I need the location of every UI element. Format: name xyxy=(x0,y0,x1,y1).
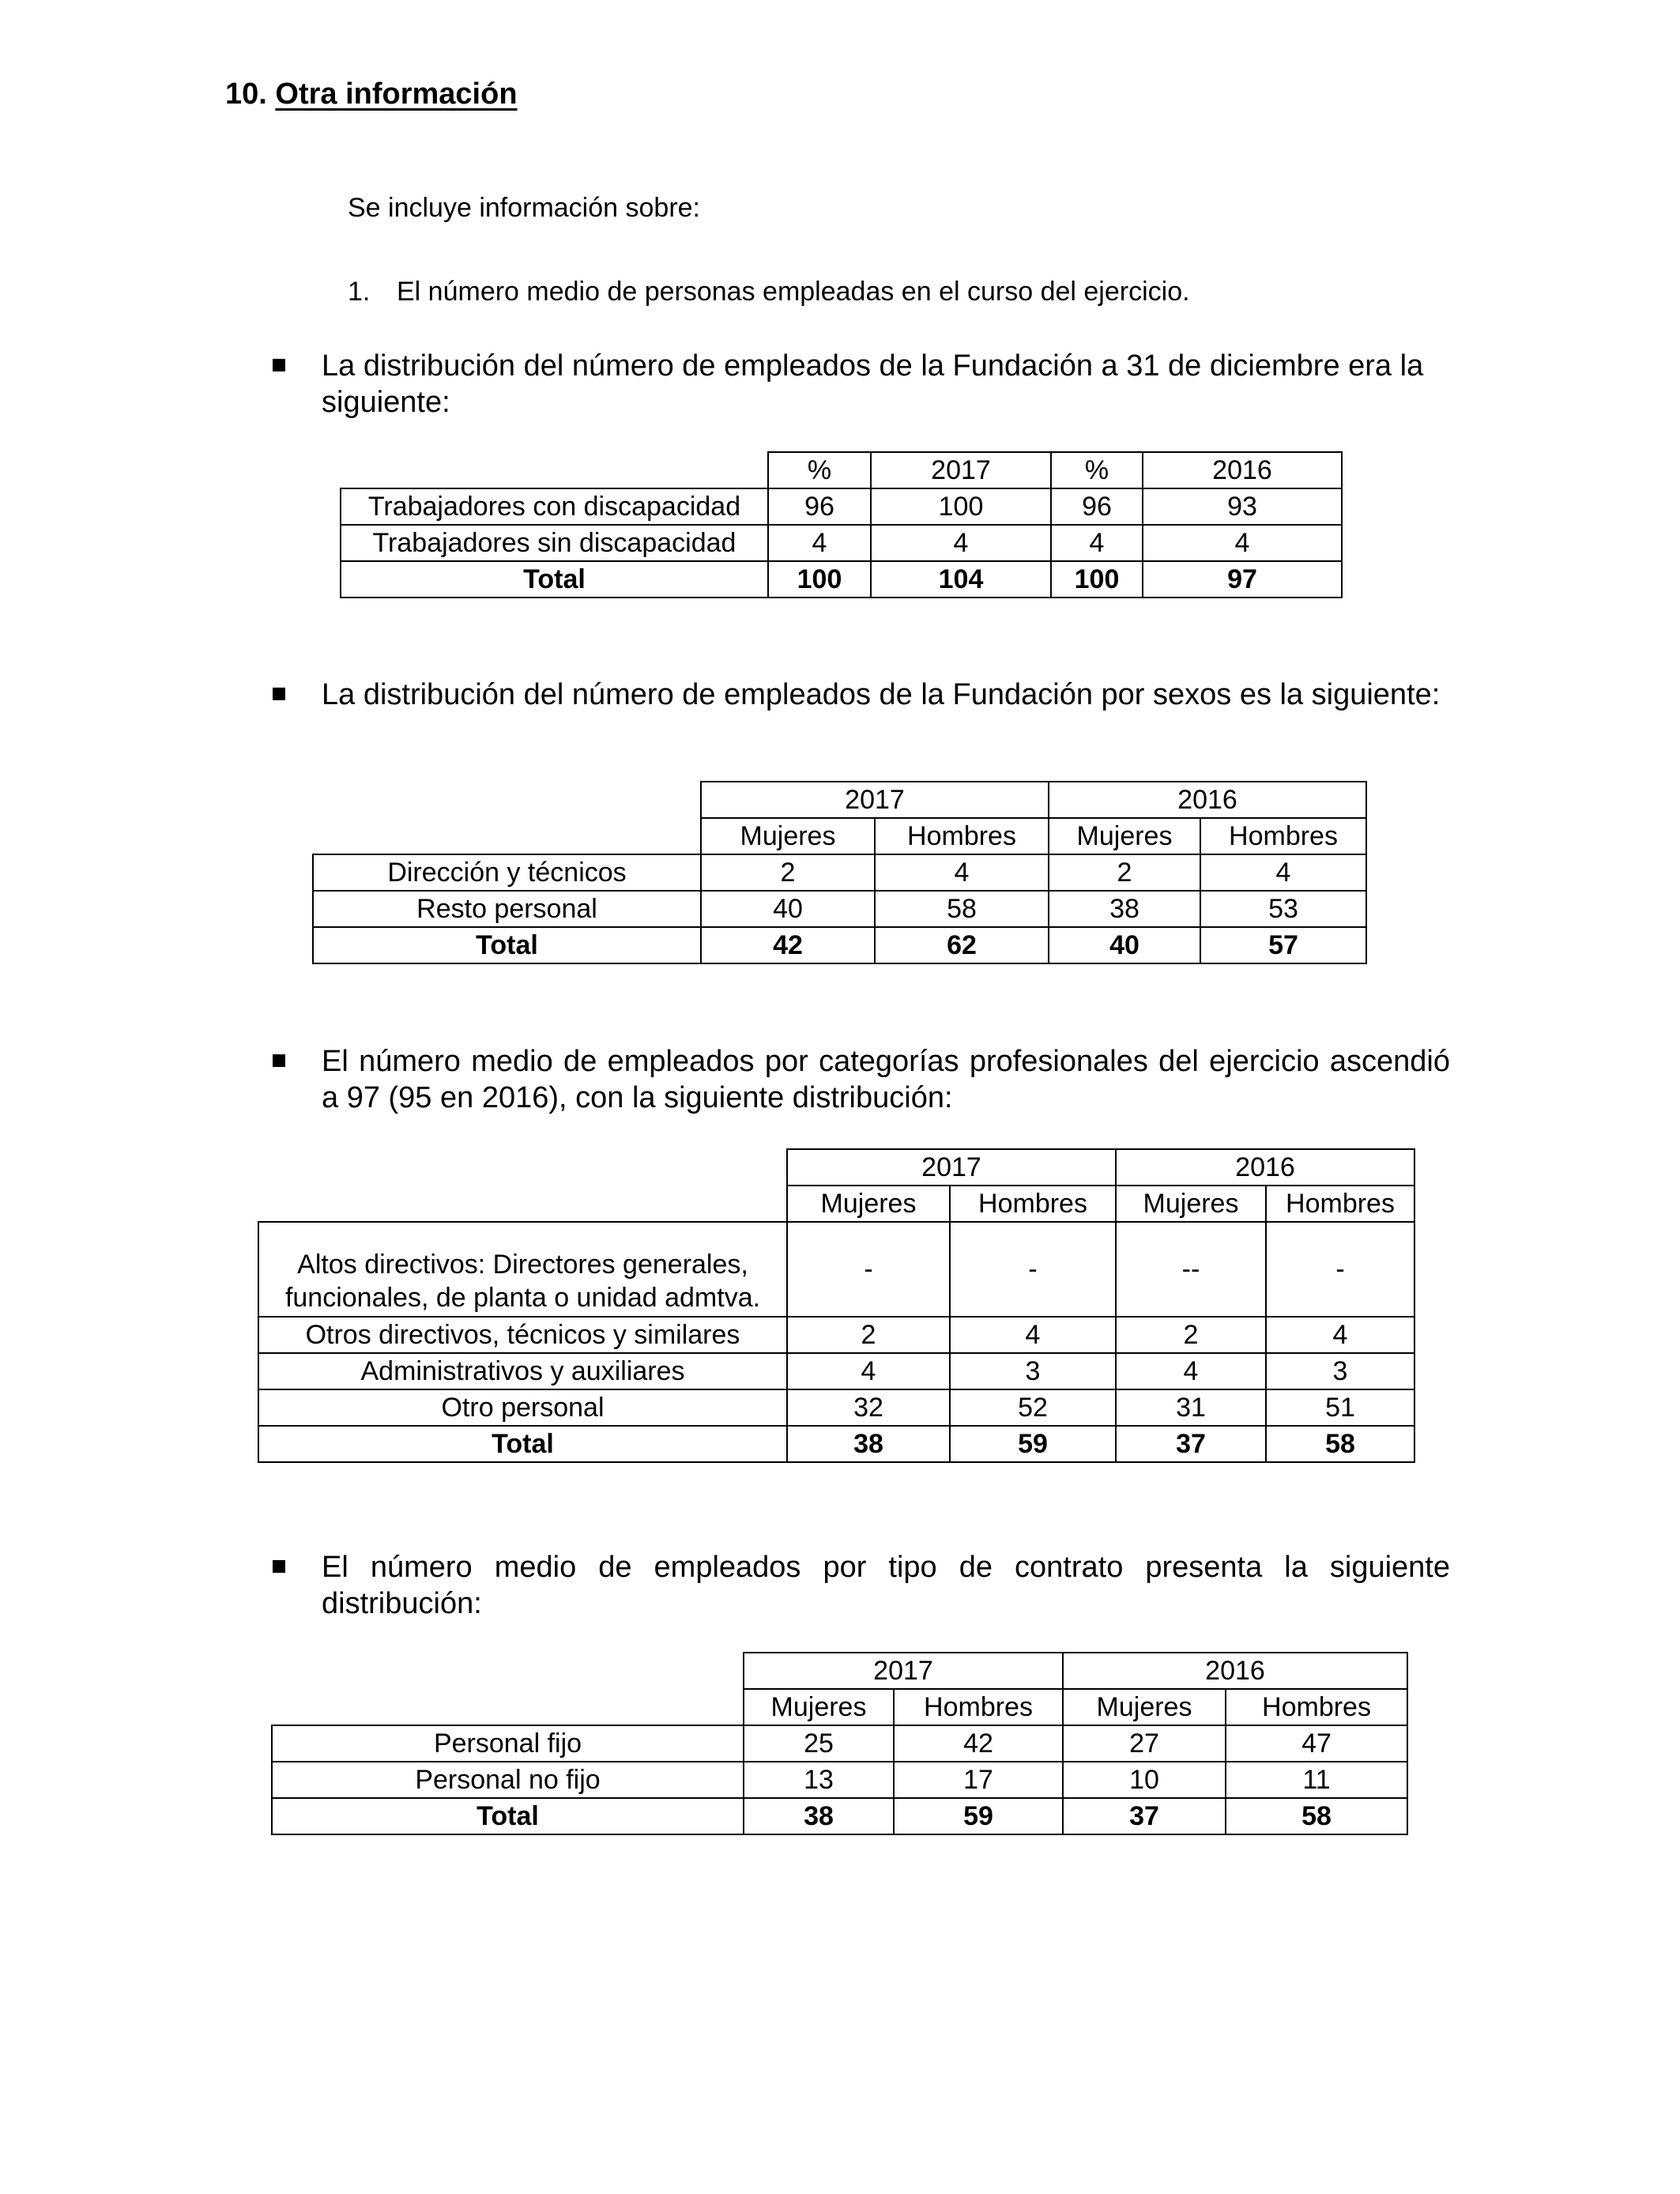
cell: 4 xyxy=(1143,525,1342,561)
row-label xyxy=(258,1222,787,1317)
subheader: Mujeres xyxy=(1049,818,1200,854)
row-label: Dirección y técnicos xyxy=(313,854,701,891)
subheader: Hombres xyxy=(894,1689,1063,1725)
subheader: Hombres xyxy=(1200,818,1366,854)
cell: 52 xyxy=(950,1389,1116,1426)
cell: 3 xyxy=(950,1353,1116,1389)
year-header: 2017 xyxy=(787,1149,1116,1186)
cell: 4 xyxy=(787,1353,950,1389)
item-text: El número medio de personas empleadas en el curso del ejercicio. xyxy=(397,277,1190,307)
cell: 25 xyxy=(744,1725,894,1762)
cell: 31 xyxy=(1116,1389,1266,1426)
subheader: Mujeres xyxy=(1116,1186,1266,1222)
cell: 4 xyxy=(1051,525,1143,561)
cell: 4 xyxy=(871,525,1051,561)
cell: 3 xyxy=(1266,1353,1414,1389)
table-categories xyxy=(258,1148,1415,1463)
bullet-section-4 xyxy=(273,1549,1450,1622)
section-heading xyxy=(225,77,518,111)
section-4-text: El número medio de empleados por tipo de contrato presenta la siguiente distribución: xyxy=(322,1551,1450,1620)
cell: 4 xyxy=(768,525,871,561)
bullet-section-3 xyxy=(273,1043,1450,1116)
cell: 96 xyxy=(1051,488,1143,525)
table-row xyxy=(258,1353,1414,1389)
section-2-text: La distribución del número de empleados de la Fundación por sexos es la siguiente: xyxy=(322,678,1441,711)
cell: 38 xyxy=(1049,891,1200,927)
year-header: 2016 xyxy=(1049,782,1366,818)
cell: 42 xyxy=(894,1725,1063,1762)
cell: 4 xyxy=(875,854,1049,891)
total-cell: 42 xyxy=(701,927,875,963)
table-row xyxy=(272,1725,1407,1762)
bullet-square-icon xyxy=(273,1560,285,1573)
total-label: Total xyxy=(313,927,701,963)
row-label: Otro personal xyxy=(258,1389,787,1426)
total-row xyxy=(313,927,1366,963)
cell: 2 xyxy=(701,854,875,891)
cell: 2 xyxy=(1116,1317,1266,1353)
total-cell: 104 xyxy=(871,561,1051,598)
subheader: Mujeres xyxy=(787,1186,950,1222)
item-number: 1. xyxy=(348,277,371,307)
subheader: Mujeres xyxy=(744,1689,894,1725)
total-cell: 38 xyxy=(787,1426,950,1462)
total-cell: 59 xyxy=(894,1798,1063,1834)
year-header: 2017 xyxy=(744,1653,1063,1689)
bullet-square-icon xyxy=(273,359,285,371)
row-label: Trabajadores sin discapacidad xyxy=(341,525,768,561)
total-cell: 37 xyxy=(1063,1798,1226,1834)
cell: - xyxy=(1266,1222,1414,1317)
subheader: Mujeres xyxy=(1063,1689,1226,1725)
row-label: Personal fijo xyxy=(272,1725,744,1762)
table-row xyxy=(313,891,1366,927)
cell: 53 xyxy=(1200,891,1366,927)
table-row xyxy=(258,1222,1414,1317)
table-row xyxy=(341,525,1342,561)
cell: - xyxy=(950,1222,1116,1317)
cell: 100 xyxy=(871,488,1051,525)
cell: 11 xyxy=(1226,1762,1407,1798)
header-cell: % xyxy=(1051,452,1143,488)
total-label: Total xyxy=(341,561,768,598)
row-label-line-1: Altos directivos: Directores generales, xyxy=(297,1250,748,1280)
cell: 4 xyxy=(1200,854,1366,891)
total-row xyxy=(341,561,1342,598)
heading-title: Otra información xyxy=(275,77,518,111)
total-cell: 38 xyxy=(744,1798,894,1834)
row-label: Otros directivos, técnicos y similares xyxy=(258,1317,787,1353)
cell: -- xyxy=(1116,1222,1266,1317)
subheader: Hombres xyxy=(1226,1689,1407,1725)
section-3-text: El número medio de empleados por categorías profesionales del ejercicio ascendió a 97 (95 en 2016), con la siguiente distribución: xyxy=(322,1045,1450,1114)
cell: 4 xyxy=(1266,1317,1414,1353)
total-cell: 57 xyxy=(1200,927,1366,963)
row-label: Trabajadores con discapacidad xyxy=(341,488,768,525)
header-cell: % xyxy=(768,452,871,488)
total-cell: 58 xyxy=(1266,1426,1414,1462)
total-cell: 37 xyxy=(1116,1426,1266,1462)
bullet-section-1 xyxy=(273,348,1450,420)
total-cell: 100 xyxy=(1051,561,1143,598)
subheader: Mujeres xyxy=(701,818,875,854)
cell: 13 xyxy=(744,1762,894,1798)
row-label: Resto personal xyxy=(313,891,701,927)
cell: 47 xyxy=(1226,1725,1407,1762)
subheader: Hombres xyxy=(875,818,1049,854)
header-cell: 2017 xyxy=(871,452,1051,488)
total-label: Total xyxy=(272,1798,744,1834)
table-row xyxy=(258,1389,1414,1426)
cell: 4 xyxy=(950,1317,1116,1353)
cell: 51 xyxy=(1266,1389,1414,1426)
row-label-line-2: funcionales, de planta o unidad admtva. xyxy=(284,1283,761,1313)
bullet-section-2 xyxy=(273,677,1450,749)
total-row xyxy=(272,1798,1407,1834)
cell: - xyxy=(787,1222,950,1317)
subheader: Hombres xyxy=(950,1186,1116,1222)
row-label: Personal no fijo xyxy=(272,1762,744,1798)
table-sex xyxy=(312,781,1367,964)
subheader: Hombres xyxy=(1266,1186,1414,1222)
total-cell: 59 xyxy=(950,1426,1116,1462)
table-row xyxy=(341,488,1342,525)
table-row xyxy=(258,1317,1414,1353)
table-row xyxy=(272,1762,1407,1798)
year-header: 2017 xyxy=(701,782,1049,818)
table-contract xyxy=(271,1652,1408,1835)
bullet-square-icon xyxy=(273,688,285,700)
intro-text: Se incluye información sobre: xyxy=(348,193,701,223)
total-row xyxy=(258,1426,1414,1462)
cell: 58 xyxy=(875,891,1049,927)
total-cell: 58 xyxy=(1226,1798,1407,1834)
total-cell: 40 xyxy=(1049,927,1200,963)
row-label: Administrativos y auxiliares xyxy=(258,1353,787,1389)
year-header: 2016 xyxy=(1063,1653,1407,1689)
cell: 96 xyxy=(768,488,871,525)
cell: 17 xyxy=(894,1762,1063,1798)
numbered-item-1 xyxy=(348,277,1190,307)
cell: 32 xyxy=(787,1389,950,1426)
cell: 2 xyxy=(787,1317,950,1353)
cell: 40 xyxy=(701,891,875,927)
table-row xyxy=(313,854,1366,891)
bullet-square-icon xyxy=(273,1054,285,1067)
cell: 10 xyxy=(1063,1762,1226,1798)
total-cell: 100 xyxy=(768,561,871,598)
year-header: 2016 xyxy=(1116,1149,1414,1186)
header-cell: 2016 xyxy=(1143,452,1342,488)
total-cell: 62 xyxy=(875,927,1049,963)
heading-number: 10. xyxy=(225,77,267,111)
cell: 27 xyxy=(1063,1725,1226,1762)
section-1-text: La distribución del número de empleados de la Fundación a 31 de diciembre era la siguiente: xyxy=(322,349,1424,419)
total-label: Total xyxy=(258,1426,787,1462)
cell: 2 xyxy=(1049,854,1200,891)
cell: 4 xyxy=(1116,1353,1266,1389)
cell: 93 xyxy=(1143,488,1342,525)
table-disability xyxy=(340,451,1343,598)
total-cell: 97 xyxy=(1143,561,1342,598)
